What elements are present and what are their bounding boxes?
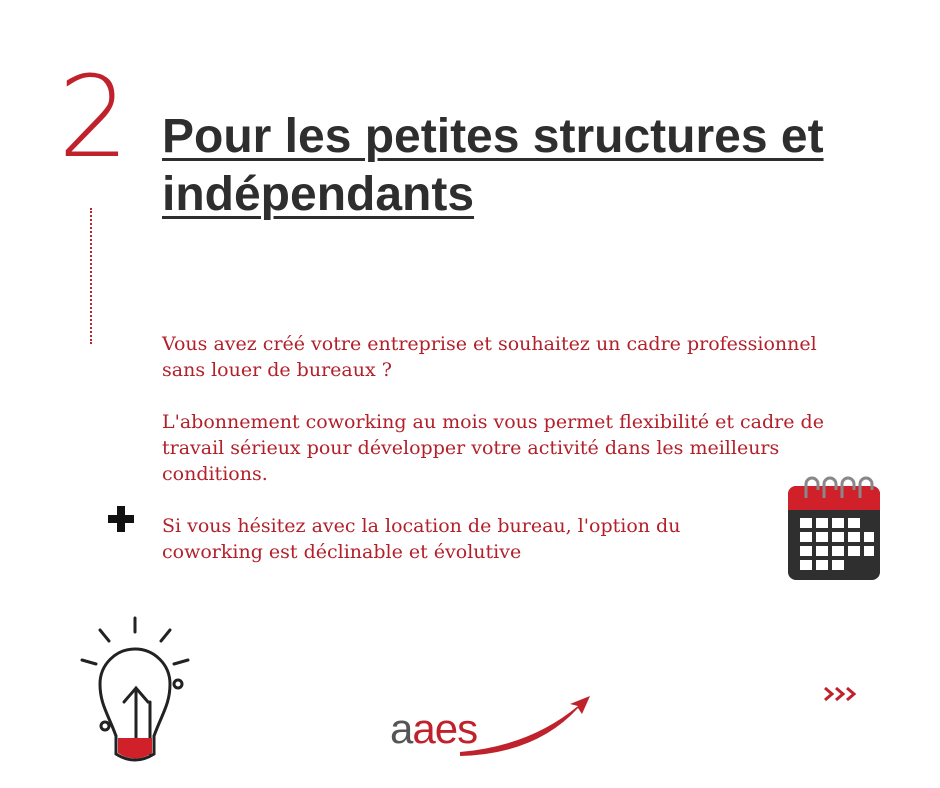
triple-chevron-right-icon[interactable] <box>822 684 862 704</box>
paragraph-option: Si vous hésitez avec la location de bureau, l'option du coworking est déclinable et évolutive <box>162 515 681 563</box>
step-number: 2 <box>58 53 130 183</box>
page-title: Pour les petites structures et indépendants <box>162 110 824 221</box>
dotted-divider <box>90 208 92 344</box>
plus-icon <box>108 506 134 532</box>
paragraph-intro: Vous avez créé votre entreprise et souhaitez un cadre professionnel sans louer de bureaux ? <box>162 333 817 381</box>
paragraph-subscription: L'abonnement coworking au mois vous permet flexibilité et cadre de travail sérieux pour développer votre activité dans les meilleurs conditions. <box>162 411 824 485</box>
aaes-logo <box>390 696 590 766</box>
logo-letter-a: a <box>390 705 413 752</box>
logo-letters-aes: aes <box>412 705 478 752</box>
lightbulb-arrow-icon <box>78 614 196 768</box>
calendar-icon <box>786 472 882 582</box>
logo-wordmark <box>390 704 477 754</box>
